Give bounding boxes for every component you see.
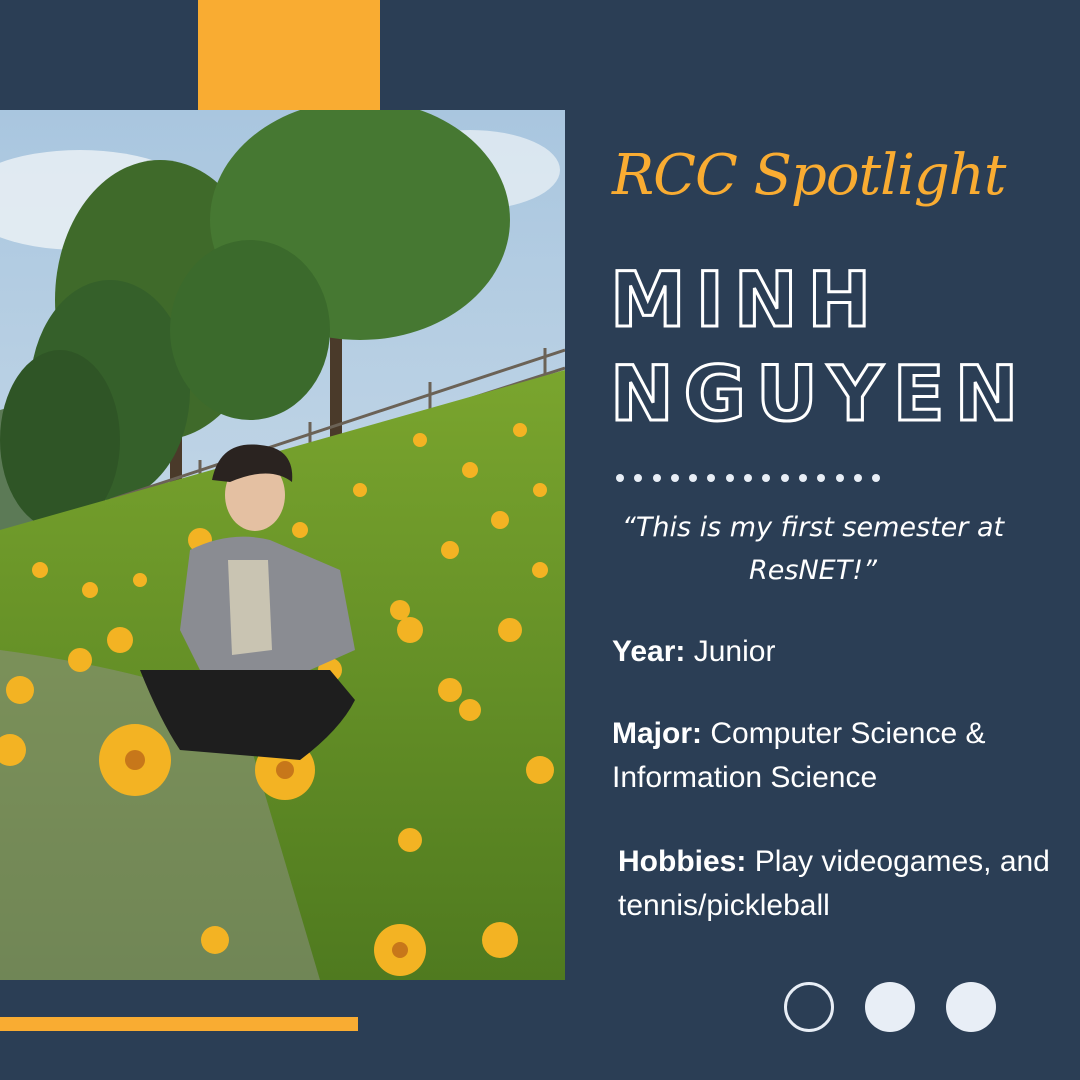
year-value: Junior [693,635,776,668]
name-last: NGUYEN [610,349,1029,438]
carousel-dot-3 [946,982,996,1032]
accent-bar-bottom [0,1017,358,1031]
carousel-dot-2 [865,982,915,1032]
hobbies-field [618,840,1058,928]
major-value: Computer Science & Information Science [612,717,986,794]
major-label: Major: [612,717,702,750]
major-field [612,712,1052,800]
year-field [612,630,1052,674]
accent-bar-top [198,0,380,110]
hobbies-label: Hobbies: [618,845,747,878]
spotlight-title: RCC Spotlight [612,143,1006,208]
name-first: MINH [610,255,882,344]
carousel-dot-1 [784,982,834,1032]
dot-divider [616,474,880,482]
year-label: Year: [612,635,686,668]
hobbies-value: Play videogames, and tennis/pickleball [618,845,1050,922]
quote-text: “This is my first semester at ResNET!” [621,512,1005,586]
carousel-dots [784,982,996,1032]
profile-photo [0,110,565,980]
